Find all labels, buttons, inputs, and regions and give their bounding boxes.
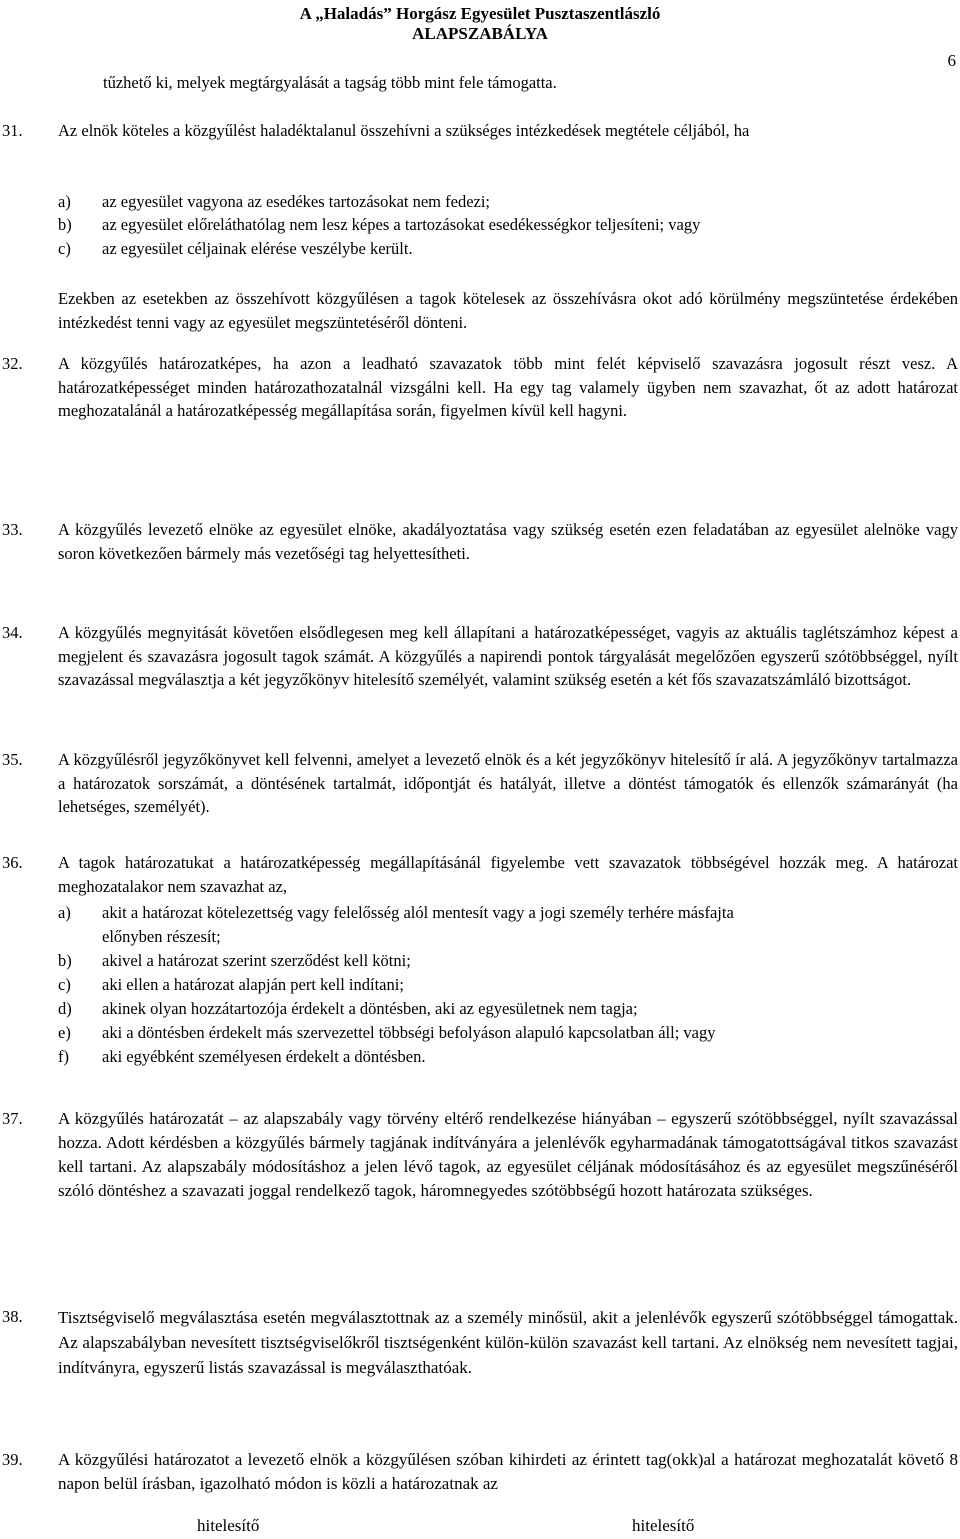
- list-text: az egyesület céljainak elérése veszélybe került.: [102, 239, 413, 258]
- list-marker: a): [58, 192, 71, 211]
- list-marker: b): [58, 951, 72, 970]
- section-number-34: 34.: [2, 623, 23, 642]
- list-text: akinek olyan hozzátartozója érdekelt a döntésben, aki az egyesületnek nem tagja;: [102, 999, 638, 1018]
- section-number-33: 33.: [2, 520, 23, 539]
- footer-signature-right: hitelesítő: [632, 1516, 695, 1535]
- list-item: [58, 1045, 958, 1069]
- document-subtitle: ALAPSZABÁLYA: [412, 24, 548, 43]
- section-31-text: Az elnök köteles a közgyűlést haladéktalanul összehívni a szükséges intézkedések megtétele céljából, ha: [58, 121, 750, 140]
- list-text: az egyesület előreláthatólag nem lesz képes a tartozásokat esedékességkor teljesíteni; vagy: [102, 215, 701, 234]
- list-text: aki a döntésben érdekelt más szervezettel többségi befolyáson alapuló kapcsolatban áll; vagy: [102, 1023, 716, 1042]
- section-36-text: A tagok határozatukat a határozatképesség megállapításánál figyelembe vett szavazatok többségével hozzák meg. A határozat meghozatalakor nem szavazhat az,: [58, 853, 958, 896]
- section-33-text: A közgyűlés levezető elnöke az egyesület elnöke, akadályoztatása vagy szükség esetén ezen feladatában az egyesület alelnöke vagy soron következően bármely más vezetőségi tag helyettesítheti.: [58, 520, 958, 563]
- list-text-continued: előnyben részesít;: [102, 926, 221, 946]
- section-number-35: 35.: [2, 750, 23, 769]
- section-37-text: A közgyűlés határozatát – az alapszabály vagy törvény eltérő rendelkezése hiányában – egyszerű szótöbbséggel, nyílt szavazással hozza. Adott kérdésben a közgyűlés bármely tagjának indítványára a jelenlévők egyharmadának támogatottságával titkos szavazást kell tartani. Az alapszabály módosításhoz a jelen lévő tagok, az egyesület céljának módosításához és az egyesület megszűnéséről szóló döntéshez a szavazati joggal rendelkező tagok, háromnegyedes szótöbbségű hozott határozata szükséges.: [58, 1109, 958, 1200]
- list-item: [58, 237, 958, 261]
- section-number-32: 32.: [2, 354, 23, 373]
- section-39-text: A közgyűlési határozatot a levezető elnök a közgyűlésen szóban kihirdeti az érintett tag(okk)al a határozat meghozatalát követő 8 napon belül írásban, igazolható módon is közli a határozatnak az: [58, 1450, 958, 1493]
- list-text: aki egyébként személyesen érdekelt a döntésben.: [102, 1047, 426, 1066]
- list-text: akit a határozat kötelezettség vagy felelősség alól mentesít vagy a jogi személy terhére másfajta: [102, 903, 734, 922]
- list-item: [58, 213, 958, 237]
- section-number-38: 38.: [2, 1307, 23, 1326]
- list-marker: c): [58, 239, 71, 258]
- list-text: az egyesület vagyona az esedékes tartozásokat nem fedezi;: [102, 192, 491, 211]
- list-text: aki ellen a határozat alapján pert kell indítani;: [102, 975, 404, 994]
- list-text: akivel a határozat szerint szerződést kell kötni;: [102, 951, 411, 970]
- section-number-39: 39.: [2, 1450, 23, 1469]
- continuation-line: tűzhető ki, melyek megtárgyalását a tagság több mint fele támogatta.: [103, 73, 557, 92]
- page-number: 6: [947, 51, 956, 70]
- footer-signature-left: hitelesítő: [197, 1516, 260, 1535]
- list-marker: f): [58, 1047, 69, 1066]
- list-marker: d): [58, 999, 72, 1018]
- document-title: A „Haladás” Horgász Egyesület Pusztaszentlászló: [299, 4, 661, 23]
- section-38-text: Tisztségviselő megválasztása esetén megválasztottnak az a személy minősül, akit a jelenlévők egyszerű szótöbbséggel támogattak. Az alapszabályban nevesített tisztségviselőkről tisztségenként külön-külön szavazást kell tartani. Az elnökség nem nevesített tagjai, indítványra, egyszerű listás szavazással is megválaszthatóak.: [58, 1308, 958, 1377]
- section-34-text: A közgyűlés megnyitását követően elsődlegesen meg kell állapítani a határozatképességet, vagyis az aktuális taglétszámhoz képest a megjelent és szavazásra jogosult tagok számát. A közgyűlés a napirendi pontok tárgyalását megelőzően egyszerű szótöbbséggel, nyílt szavazással megválasztja a két jegyzőkönyv hitelesítő személyét, valamint szükség esetén a két fős szavazatszámláló bizottságot.: [58, 623, 958, 689]
- list-marker: c): [58, 975, 71, 994]
- list-marker: a): [58, 903, 71, 922]
- list-item: [58, 949, 958, 973]
- list-item: [58, 973, 958, 997]
- section-31-after: Ezekben az esetekben az összehívott közgyűlésen a tagok kötelesek az összehívásra okot adó körülmény megszüntetése érdekében intézkedést tenni vagy az egyesület megszüntetéséről dönteni.: [58, 289, 958, 332]
- list-marker: e): [58, 1023, 71, 1042]
- section-number-36: 36.: [2, 853, 23, 872]
- section-number-31: 31.: [2, 121, 23, 140]
- section-32-text: A közgyűlés határozatképes, ha azon a leadható szavazatok több mint felét képviselő szavazásra jogosult részt vesz. A határozatképességet minden határozathozatalnál vizsgálni kell. Ha egy tag valamely ügyben nem szavazhat, őt az adott határozat meghozatalánál a határozatképesség megállapítása során, figyelmen kívül kell hagyni.: [58, 354, 958, 420]
- section-number-37: 37.: [2, 1109, 23, 1128]
- list-marker: b): [58, 215, 72, 234]
- list-item: [58, 1021, 958, 1045]
- list-item: [58, 901, 958, 949]
- list-item: [58, 190, 958, 214]
- list-item: [58, 997, 958, 1021]
- section-35-text: A közgyűlésről jegyzőkönyvet kell felvenni, amelyet a levezető elnök és a két jegyzőkönyv hitelesítő ír alá. A jegyzőkönyv tartalmazza a határozatok sorszámát, a döntésének tartalmát, időpontját és hatályát, illetve a döntést támogatók és ellenzők számarányát (ha lehetséges, személyét).: [58, 750, 958, 816]
